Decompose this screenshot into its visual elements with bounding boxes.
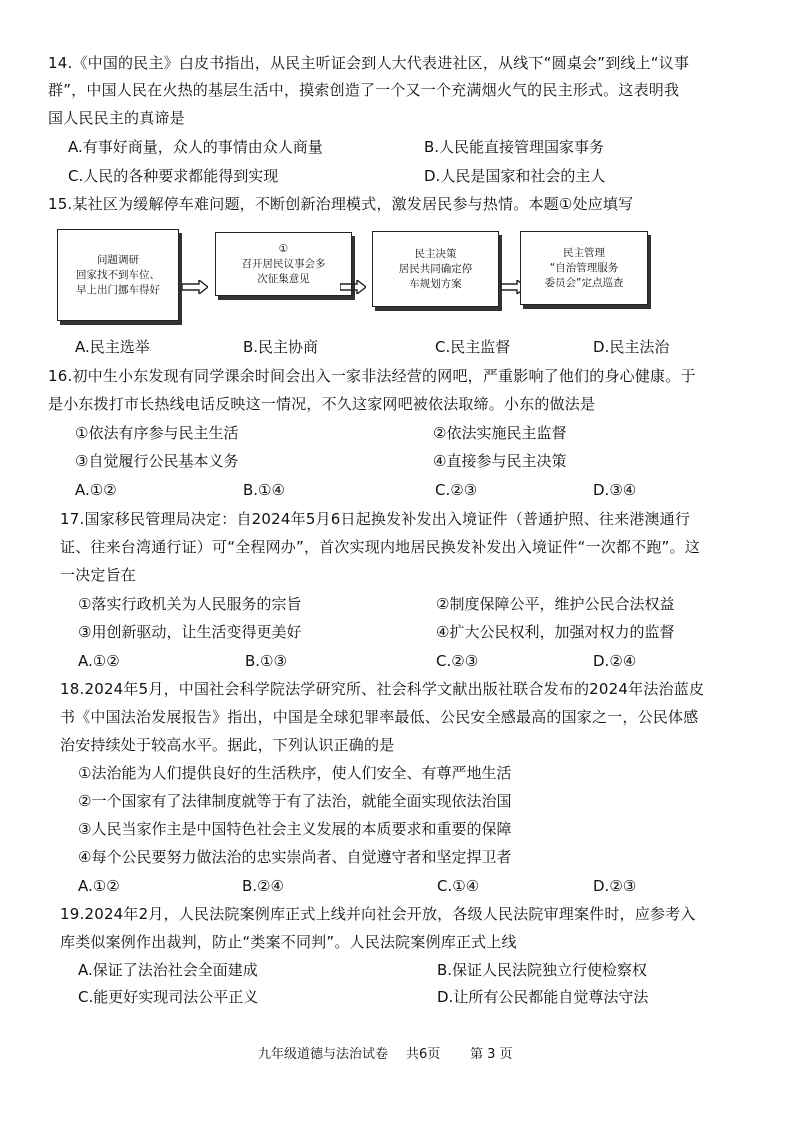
q18-option-a: A.①② <box>78 877 120 895</box>
q18-option-d: D.②③ <box>593 877 637 895</box>
q18-option-b: B.②④ <box>242 877 284 895</box>
flow-box-text: 居民共同确定停 <box>398 262 473 275</box>
footer-page-number: 第 3 页 <box>470 1047 513 1062</box>
q15-option-c: C.民主监督 <box>435 338 511 356</box>
q17-option-c: C.②③ <box>436 652 479 670</box>
q16-option-d: D.③④ <box>593 481 637 499</box>
flow-box-title: 民主管理 <box>563 246 605 259</box>
flow-box-blank <box>215 232 352 296</box>
flow-box-title: 问题调研 <box>97 253 139 266</box>
q15-stem: 15.某社区为缓解停车难问题，不断创新治理模式，激发居民参与热情。本题①处应填写 <box>48 195 634 213</box>
q14-stem-line-3: 国人民民主的真谛是 <box>48 109 185 127</box>
q17-stem-line-1: 17.国家移民管理局决定：自2024年5月6日起换发补发出入境证件（普通护照、往来港澳通行 <box>60 510 691 528</box>
q16-stem-line-2: 是小东拨打市长热线电话反映这一情况，不久这家网吧被依法取缔。小东的做法是 <box>48 395 596 413</box>
flow-box-text: 车规划方案 <box>409 277 462 290</box>
footer-exam-title: 九年级道德与法治试卷 <box>258 1047 389 1062</box>
q14-stem-line-2: 群”，中国人民在火热的基层生活中，摸索创造了一个又一个充满烟火气的民主形式。这表明我 <box>48 81 680 99</box>
q16-item-2: ②依法实施民主监督 <box>433 424 567 442</box>
q14-option-a: A.有事好商量，众人的事情由众人商量 <box>68 138 323 156</box>
q19-option-c: C.能更好实现司法公平正义 <box>78 988 259 1006</box>
q18-item-4: ④每个公民要努力做法治的忠实崇尚者、自觉遵守者和坚定捍卫者 <box>78 848 512 866</box>
q17-item-2: ②制度保障公平，维护公民合法权益 <box>436 595 675 613</box>
q17-option-a: A.①② <box>78 652 120 670</box>
flow-box-text: “自治管理服务 <box>549 261 619 274</box>
q17-item-1: ①落实行政机关为人民服务的宗旨 <box>78 595 302 613</box>
flow-box-text: 回家找不到车位、 <box>76 268 160 281</box>
footer-total-pages: 共6页 <box>406 1047 441 1062</box>
q19-option-a: A.保证了法治社会全面建成 <box>78 961 258 979</box>
q15-option-d: D.民主法治 <box>593 338 670 356</box>
flow-box-text: 召开居民议事会多 <box>241 257 326 270</box>
q18-item-3: ③人民当家作主是中国特色社会主义发展的本质要求和重要的保障 <box>78 820 512 838</box>
q18-stem-line-2: 书《中国法治发展报告》指出，中国是全球犯罪率最低、公民安全感最高的国家之一，公民体感 <box>60 708 699 726</box>
q17-stem-line-2: 证、往来台湾通行证）可“全程网办”，首次实现内地居民换发补发出入境证件“一次都不跑”。这 <box>60 538 700 556</box>
q15-option-a: A.民主选举 <box>75 338 150 356</box>
q16-stem-line-1: 16.初中生小东发现有同学课余时间会出入一家非法经营的网吧，严重影响了他们的身心健康。于 <box>48 367 696 385</box>
q17-item-3: ③用创新驱动，让生活变得更美好 <box>78 623 302 641</box>
flow-box-title: ① <box>278 242 289 255</box>
q19-stem-line-2: 库类似案例作出裁判，防止“类案不同判”。人民法院案例库正式上线 <box>60 933 517 951</box>
q16-item-4: ④直接参与民主决策 <box>433 452 567 470</box>
flow-arrow-icon <box>182 280 208 294</box>
flow-box-text: 委员会”定点巡查 <box>544 276 624 289</box>
q18-item-2: ②一个国家有了法律制度就等于有了法治，就能全面实现依法治国 <box>78 792 512 810</box>
flow-box-text: 早上出门挪车得好 <box>76 283 160 296</box>
q14-option-b: B.人民能直接管理国家事务 <box>424 138 605 156</box>
q17-item-4: ④扩大公民权利，加强对权力的监督 <box>436 623 675 641</box>
q16-item-1: ①依法有序参与民主生活 <box>75 424 239 442</box>
q18-stem-line-1: 18.2024年5月，中国社会科学院法学研究所、社会科学文献出版社联合发布的2024年法治蓝皮 <box>60 680 705 698</box>
q17-stem-line-3: 一决定旨在 <box>60 566 137 584</box>
flow-box-title: 民主决策 <box>414 247 457 260</box>
q16-item-3: ③自觉履行公民基本义务 <box>75 452 239 470</box>
q16-option-b: B.①④ <box>243 481 285 499</box>
q14-option-d: D.人民是国家和社会的主人 <box>424 167 606 185</box>
q19-stem-line-1: 19.2024年2月，人民法院案例库正式上线并向社会开放，各级人民法院审理案件时，应参考入 <box>60 905 696 923</box>
flow-box-management <box>520 231 648 305</box>
q17-option-b: B.①③ <box>245 652 287 670</box>
flow-arrow-icon <box>340 280 366 294</box>
flow-box-text: 次征集意见 <box>257 272 310 285</box>
q14-option-c: C.人民的各种要求都能得到实现 <box>68 167 279 185</box>
q16-option-a: A.①② <box>75 481 117 499</box>
q18-item-1: ①法治能为人们提供良好的生活秩序，使人们安全、有尊严地生活 <box>78 764 512 782</box>
q16-option-c: C.②③ <box>435 481 478 499</box>
q18-option-c: C.①④ <box>437 877 480 895</box>
flow-box-decision <box>372 231 499 307</box>
q19-option-b: B.保证人民法院独立行使检察权 <box>437 961 648 979</box>
flow-box-research <box>57 229 179 321</box>
q19-option-d: D.让所有公民都能自觉尊法守法 <box>437 988 649 1006</box>
q15-option-b: B.民主协商 <box>243 338 319 356</box>
q18-stem-line-3: 治安持续处于较高水平。据此，下列认识正确的是 <box>60 736 395 754</box>
q14-stem-line-1: 14.《中国的民主》白皮书指出，从民主听证会到人大代表进社区，从线下“圆桌会”到线上“议事 <box>48 54 690 72</box>
q17-option-d: D.②④ <box>593 652 637 670</box>
